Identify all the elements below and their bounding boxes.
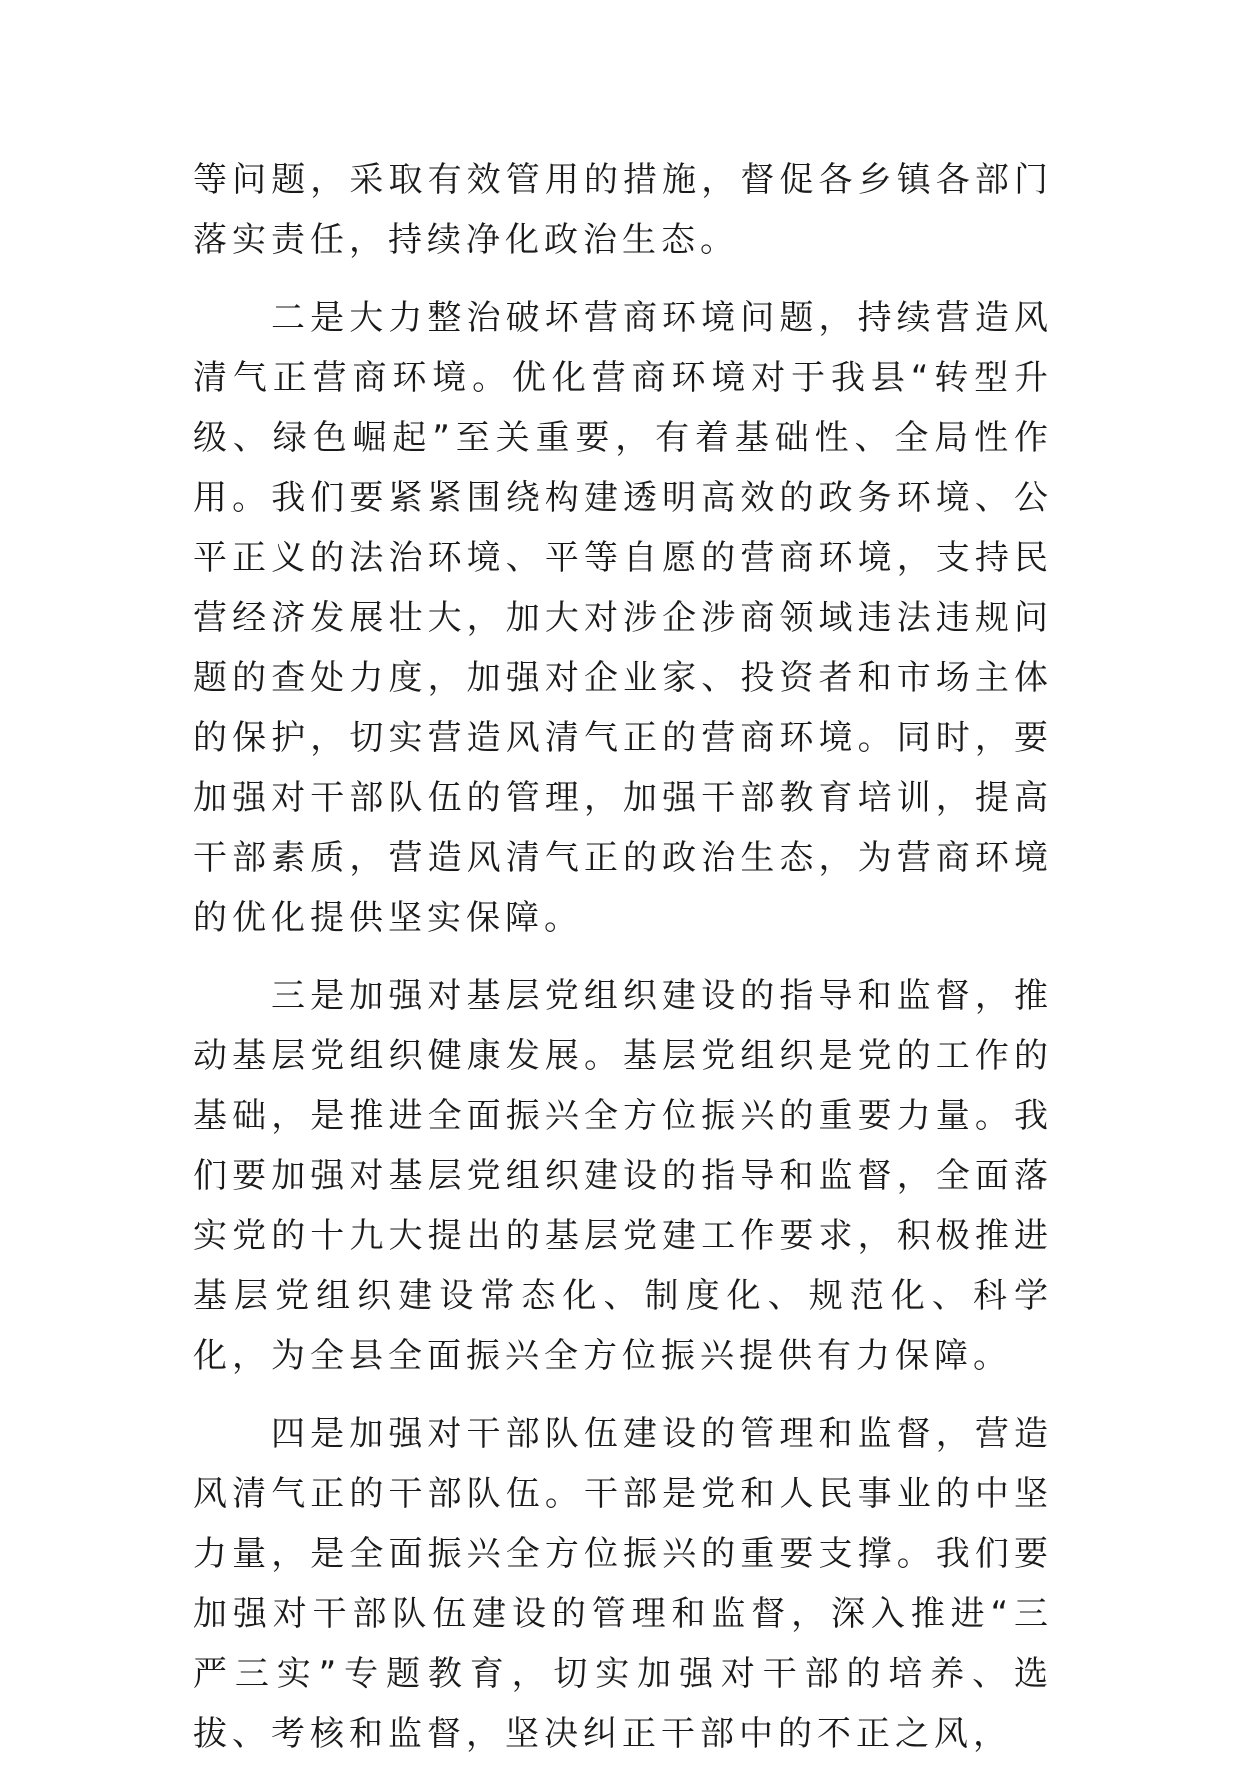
paragraph-cadre-team: 四是加强对干部队伍建设的管理和监督，营造风清气正的干部队伍。干部是党和人民事业的中坚力量，是全面振兴全方位振兴的重要支撑。我们要加强对干部队伍建设的管理和监督，深入推进“三严三实”专题教育，切实加强对干部的培养、选拔、考核和监督，坚决纠正干部中的不正之风， <box>193 1414 1053 1754</box>
paragraph-grassroots-party: 三是加强对基层党组织建设的指导和监督，推动基层党组织健康发展。基层党组织是党的工作的基础，是推进全面振兴全方位振兴的重要力量。我们要加强对基层党组织建设的指导和监督，全面落实党的十九大提出的基层党建工作要求，积极推进基层党组织建设常态化、制度化、规范化、科学化，为全县全面振兴全方位振兴提供有力保障。 <box>193 976 1053 1376</box>
document-body <box>193 150 1053 1782</box>
paragraph-continuation: 等问题，采取有效管用的措施，督促各乡镇各部门落实责任，持续净化政治生态。 <box>193 160 1053 260</box>
paragraph-business-environment: 二是大力整治破坏营商环境问题，持续营造风清气正营商环境。优化营商环境对于我县“转型升级、绿色崛起”至关重要，有着基础性、全局性作用。我们要紧紧围绕构建透明高效的政务环境、公平正义的法治环境、平等自愿的营商环境，支持民营经济发展壮大，加大对涉企涉商领域违法违规问题的查处力度，加强对企业家、投资者和市场主体的保护，切实营造风清气正的营商环境。同时，要加强对干部队伍的管理，加强干部教育培训，提高干部素质，营造风清气正的政治生态，为营商环境的优化提供坚实保障。 <box>193 298 1053 938</box>
